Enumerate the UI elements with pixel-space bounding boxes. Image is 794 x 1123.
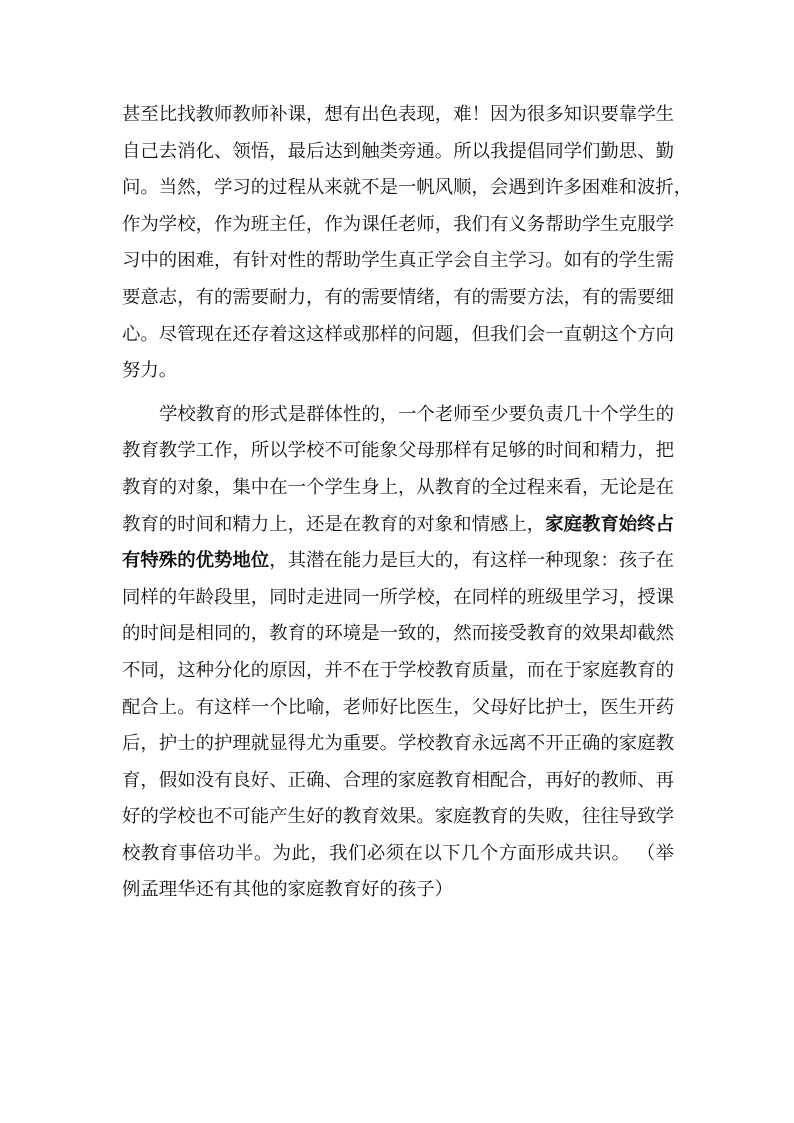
text-line: 学校教育的形式是群体性的，一个老师至少要负责几十个学生的	[159, 403, 674, 425]
text-line: 问。当然，学习的过程从来就不是一帆风顺，会遇到许多困难和波折，	[122, 177, 693, 199]
text-line: 教育教学工作，所以学校不可能象父母那样有足够的时间和精力，把	[122, 440, 674, 462]
text-line: 校教育事倍功半。为此，我们必须在以下几个方面形成共识。 （举	[122, 842, 674, 864]
text-line: 作为学校，作为班主任，作为课任老师，我们有义务帮助学生克服学	[122, 213, 674, 235]
text-line: 心。尽管现在还存着这这样或那样的问题，但我们会一直朝这个方向	[122, 323, 674, 345]
text-line: 例孟理华还有其他的家庭教育好的孩子）	[122, 879, 454, 901]
text-line: 不同，这种分化的原因，并不在于学校教育质量，而在于家庭教育的	[122, 659, 674, 681]
text-line: 教育的对象，集中在一个学生身上，从教育的全过程来看，无论是在	[122, 476, 674, 498]
text-line	[122, 507, 674, 544]
paragraph-spacer	[122, 390, 674, 397]
text-line: 甚至比找教师教师补课，想有出色表现，难！因为很多知识要靠学生	[122, 104, 674, 125]
text-line: 习中的困难，有针对性的帮助学生真正学会自主学习。如有的学生需	[122, 250, 674, 272]
text-line: 后，护士的护理就显得尤为重要。学校教育永远离不开正确的家庭教	[122, 733, 674, 755]
text-line: 自己去消化、领悟，最后达到触类旁通。所以我提倡同学们勤思、勤	[122, 140, 674, 162]
paragraph-1	[122, 97, 693, 390]
text-line: 好的学校也不可能产生好的教育效果。家庭教育的失败，往往导致学	[122, 806, 674, 828]
text-line	[122, 543, 674, 580]
text-segment: ，其潜在能力是巨大的，有这样一种现象：孩子在	[269, 550, 674, 572]
bold-emphasis: 有特殊的优势地位	[122, 550, 270, 572]
text-line: 配合上。有这样一个比喻，老师好比医生，父母好比护士，医生开药	[122, 696, 674, 718]
paragraph-2	[122, 397, 674, 909]
text-line: 的时间是相同的，教育的环境是一致的，然而接受教育的效果却截然	[122, 623, 674, 645]
text-line: 努力。	[122, 360, 178, 382]
text-line: 要意志，有的需要耐力，有的需要情绪，有的需要方法，有的需要细	[122, 286, 674, 308]
document-body	[122, 97, 693, 909]
bold-emphasis: 家庭教育始终占	[545, 513, 674, 535]
text-segment: 教育的时间和精力上，还是在教育的对象和情感上，	[122, 513, 546, 535]
text-line: 育，假如没有良好、正确、合理的家庭教育相配合，再好的教师、再	[122, 769, 674, 791]
text-line: 同样的年龄段里，同时走进同一所学校，在同样的班级里学习，授课	[122, 586, 674, 608]
